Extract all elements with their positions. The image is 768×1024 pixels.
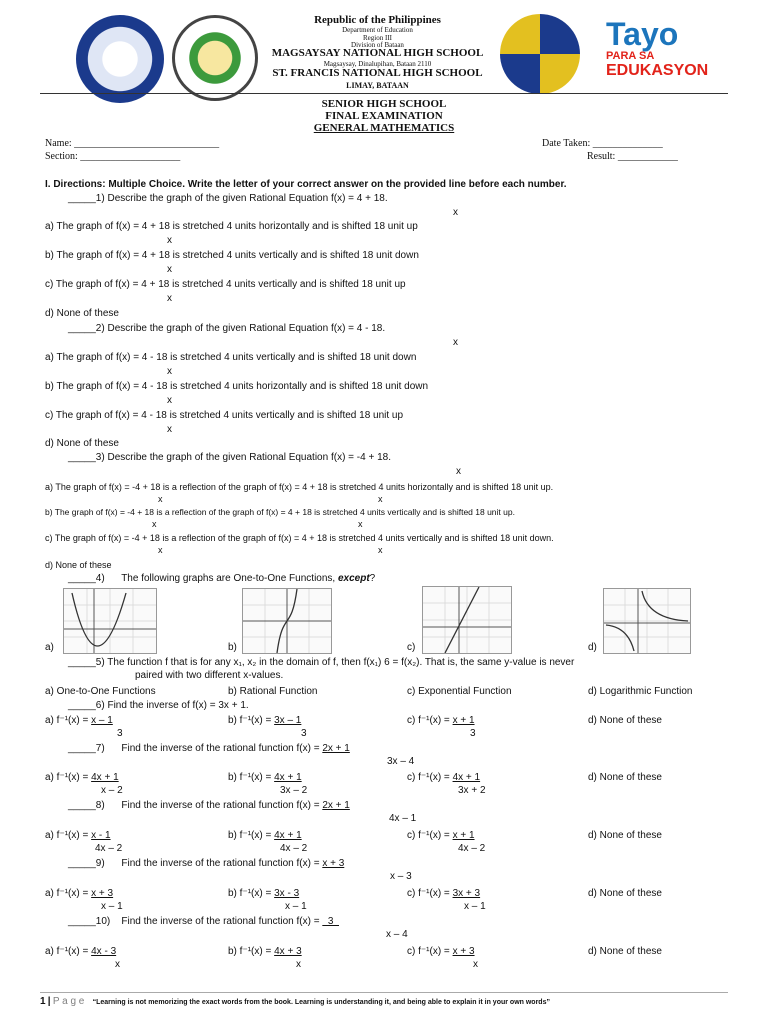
directions: I. Directions: Multiple Choice. Write the letter of your correct answer on the provided line before each number. xyxy=(45,179,567,190)
q1-option-b: b) The graph of f(x) = 4 + 18 is stretched 4 units vertically and is shifted 18 unit down xyxy=(45,250,419,261)
q8-c-num: x + 1 xyxy=(452,830,475,841)
q8-stem xyxy=(68,800,350,811)
q8-a-num: x - 1 xyxy=(91,830,111,841)
q5-option-c: c) Exponential Function xyxy=(407,686,512,697)
tayo-logo xyxy=(606,16,709,80)
header-school1-address: Magsaysay, Dinalupihan, Bataan 2110 xyxy=(323,60,432,68)
q8-b-den: 4x – 2 xyxy=(280,843,308,854)
footer-quote: “Learning is not memorizing the exact words from the book. Learning is understanding it, and being able to explain it in your own words” xyxy=(92,999,550,1006)
q9-c-pre: c) f⁻¹(x) = xyxy=(407,888,453,899)
q7-stem-num: 2x + 1 xyxy=(322,743,350,754)
q1-option-a: a) The graph of f(x) = 4 + 18 is stretched 4 units horizontally and is shifted 18 unit up xyxy=(45,221,418,232)
q8-stem-pre: _____8) Find the inverse of the rational function f(x) = xyxy=(68,800,323,811)
header-school1: MAGSAYSAY NATIONAL HIGH SCHOOL xyxy=(271,47,484,59)
q3-b-den1: x xyxy=(152,519,157,529)
q2-option-b: b) The graph of f(x) = 4 - 18 is stretched 4 units horizontally and is shifted 18 unit down xyxy=(45,381,429,392)
q4-stem-pre: _____4) The following graphs are One-to-One Functions, xyxy=(68,573,338,584)
q9-option-d: d) None of these xyxy=(588,888,662,899)
q4-stem-emphasis: except xyxy=(337,573,370,584)
q3-option-b: b) The graph of f(x) = -4 + 18 is a reflection of the graph of f(x) = 4 + 18 is stretched 4 units vertically and is shifted 18 unit up. xyxy=(45,507,515,517)
q10-stem xyxy=(68,916,339,927)
q7-stem-den: 3x – 4 xyxy=(387,756,415,767)
q2-option-c: c) The graph of f(x) = 4 - 18 is stretched 4 units vertically and is shifted 18 unit up xyxy=(45,410,404,421)
q3-option-d: d) None of these xyxy=(45,560,112,570)
q2-stem: _____2) Describe the graph of the given Rational Equation f(x) = 4 - 18. xyxy=(68,323,386,334)
q8-a-pre: a) f⁻¹(x) = xyxy=(45,830,92,841)
graph-a xyxy=(63,588,157,654)
q8-option-c xyxy=(407,830,475,841)
q8-c-pre: c) f⁻¹(x) = xyxy=(407,830,453,841)
q5-option-d: d) Logarithmic Function xyxy=(588,686,693,697)
q4-option-a: a) xyxy=(45,642,54,653)
q7-stem-pre: _____7) Find the inverse of the rational function f(x) = xyxy=(68,743,323,754)
header-school2-address: LIMAY, BATAAN xyxy=(346,81,409,90)
q3-b-den2: x xyxy=(358,519,363,529)
q8-option-b xyxy=(228,830,302,841)
q5-option-b: b) Rational Function xyxy=(228,686,318,697)
q1-c-den: x xyxy=(167,293,172,304)
q5-stem-line1: _____5) The function f that is for any x₁, x₂ in the domain of f, then f(x₁) 6 = f(x₂). That is, the same y-value is never xyxy=(68,657,575,668)
title-line1: SENIOR HIGH SCHOOL xyxy=(321,98,447,110)
q2-c-den: x xyxy=(167,424,172,435)
q10-option-a xyxy=(45,946,116,957)
q8-stem-num: 2x + 1 xyxy=(322,800,350,811)
header-region: Region III xyxy=(363,34,392,42)
q10-stem-den: x – 4 xyxy=(386,929,408,940)
header-division: Division of Bataan xyxy=(351,41,404,49)
footer-separator: | xyxy=(47,996,51,1007)
q9-c-den: x – 1 xyxy=(464,901,486,912)
q6-option-b xyxy=(228,715,301,726)
q8-b-num: 4x + 1 xyxy=(274,830,302,841)
q3-option-a: a) The graph of f(x) = -4 + 18 is a reflection of the graph of f(x) = 4 + 18 is stretched 4 units horizontally and is shifted 18 unit up. xyxy=(45,482,554,492)
q6-option-a xyxy=(45,715,113,726)
q6-b-pre: b) f⁻¹(x) = xyxy=(228,715,275,726)
q10-b-num: 4x + 3 xyxy=(274,946,302,957)
q7-option-d: d) None of these xyxy=(588,772,662,783)
header-department: Department of Education xyxy=(342,26,413,34)
q8-stem-den: 4x – 1 xyxy=(389,813,417,824)
q9-a-num: x + 3 xyxy=(91,888,114,899)
q1-option-d: d) None of these xyxy=(45,308,119,319)
q7-stem xyxy=(68,743,350,754)
q9-c-num: 3x + 3 xyxy=(452,888,481,899)
q6-a-den: 3 xyxy=(117,728,123,739)
q2-option-d: d) None of these xyxy=(45,438,119,449)
q1-b-den: x xyxy=(167,264,172,275)
q8-option-a xyxy=(45,830,111,841)
q1-option-c: c) The graph of f(x) = 4 + 18 is stretched 4 units vertically and is shifted 18 unit up xyxy=(45,279,406,290)
q2-b-den: x xyxy=(167,395,172,406)
q7-a-pre: a) f⁻¹(x) = xyxy=(45,772,92,783)
q8-c-den: 4x – 2 xyxy=(458,843,486,854)
q9-option-a xyxy=(45,888,113,899)
q10-option-d: d) None of these xyxy=(588,946,662,957)
q4-option-b: b) xyxy=(228,642,237,653)
q4-stem-post: ? xyxy=(369,573,376,584)
graph-a-plot xyxy=(64,589,156,653)
graph-d-plot xyxy=(604,589,690,653)
graph-c-plot xyxy=(423,587,511,653)
q10-stem-pre: _____10) Find the inverse of the rational function f(x) = xyxy=(68,916,323,927)
q6-option-d: d) None of these xyxy=(588,715,662,726)
school-seal-logo xyxy=(500,14,580,94)
footer-page-word: P a g e xyxy=(52,996,85,1007)
q6-b-num: 3x – 1 xyxy=(274,715,302,726)
q9-stem-pre: _____9) Find the inverse of the rational function f(x) = xyxy=(68,858,323,869)
q6-a-pre: a) f⁻¹(x) = xyxy=(45,715,92,726)
q4-option-d: d) xyxy=(588,642,597,653)
q3-option-c: c) The graph of f(x) = -4 + 18 is a reflection of the graph of f(x) = 4 + 18 is stretched 4 units vertically and is shifted 18 unit down. xyxy=(45,533,554,543)
graph-b xyxy=(242,588,332,654)
q6-option-c xyxy=(407,715,475,726)
header-divider xyxy=(40,93,728,94)
q9-b-den: x – 1 xyxy=(285,901,307,912)
q5-stem-line2: paired with two different x-values. xyxy=(135,670,284,681)
q1-a-den: x xyxy=(167,235,172,246)
footer-divider xyxy=(40,992,728,993)
q6-c-den: 3 xyxy=(470,728,476,739)
footer xyxy=(40,996,550,1007)
q7-c-num: 4x + 1 xyxy=(452,772,481,783)
q7-b-den: 3x – 2 xyxy=(280,785,308,796)
q8-a-den: 4x – 2 xyxy=(95,843,123,854)
q10-stem-num: 3 xyxy=(322,916,339,927)
q8-b-pre: b) f⁻¹(x) = xyxy=(228,830,275,841)
q7-option-a xyxy=(45,772,119,783)
q7-c-den: 3x + 2 xyxy=(458,785,486,796)
q7-c-pre: c) f⁻¹(x) = xyxy=(407,772,453,783)
result-field[interactable]: Result: ____________ xyxy=(587,151,678,162)
graph-c xyxy=(422,586,512,654)
q3-c-den1: x xyxy=(158,545,163,555)
q3-a-den2: x xyxy=(378,494,383,504)
q2-option-a: a) The graph of f(x) = 4 - 18 is stretched 4 units vertically and is shifted 18 unit down xyxy=(45,352,417,363)
q9-option-c xyxy=(407,888,480,899)
header-republic: Republic of the Philippines xyxy=(314,14,441,26)
q9-b-pre: b) f⁻¹(x) = xyxy=(228,888,275,899)
tayo-logo-line3: EDUKASYON xyxy=(606,62,709,79)
q10-a-pre: a) f⁻¹(x) = xyxy=(45,946,92,957)
q4-option-c: c) xyxy=(407,642,416,653)
title-line2: FINAL EXAMINATION xyxy=(325,110,443,122)
q9-a-den: x – 1 xyxy=(101,901,123,912)
q10-option-c xyxy=(407,946,475,957)
q9-a-pre: a) f⁻¹(x) = xyxy=(45,888,92,899)
q6-c-num: x + 1 xyxy=(452,715,475,726)
q2-a-den: x xyxy=(167,366,172,377)
q5-option-a: a) One-to-One Functions xyxy=(45,686,156,697)
q7-b-num: 4x + 1 xyxy=(274,772,302,783)
q1-stem: _____1) Describe the graph of the given Rational Equation f(x) = 4 + 18. xyxy=(68,193,388,204)
q8-option-d: d) None of these xyxy=(588,830,662,841)
q10-c-den: x xyxy=(473,959,478,970)
q9-stem xyxy=(68,858,344,869)
tayo-logo-line2: PARA SA xyxy=(606,50,655,62)
q10-a-num: 4x - 3 xyxy=(91,946,117,957)
q9-stem-num: x + 3 xyxy=(322,858,345,869)
republic-seal-logo xyxy=(172,15,258,101)
date-field[interactable]: Date Taken: ______________ xyxy=(542,138,663,149)
footer-page-number: 1 xyxy=(40,996,46,1007)
q9-option-b xyxy=(228,888,299,899)
title-line3: GENERAL MATHEMATICS xyxy=(313,122,455,134)
q3-c-den2: x xyxy=(378,545,383,555)
q4-stem xyxy=(68,573,375,584)
q3-stem-den: x xyxy=(456,466,461,477)
q10-a-den: x xyxy=(115,959,120,970)
q10-option-b xyxy=(228,946,302,957)
q9-stem-den: x – 3 xyxy=(390,871,412,882)
q1-stem-den: x xyxy=(453,207,458,218)
graph-d xyxy=(603,588,691,654)
q7-option-c xyxy=(407,772,480,783)
tayo-logo-line1: Tayo xyxy=(606,16,679,52)
deped-seal-logo xyxy=(76,15,164,103)
q7-option-b xyxy=(228,772,302,783)
q7-a-num: 4x + 1 xyxy=(91,772,119,783)
q10-c-pre: c) f⁻¹(x) = xyxy=(407,946,453,957)
q6-stem: _____6) Find the inverse of f(x) = 3x + 1. xyxy=(68,700,249,711)
q9-b-num: 3x - 3 xyxy=(274,888,300,899)
q7-b-pre: b) f⁻¹(x) = xyxy=(228,772,275,783)
graph-b-plot xyxy=(243,589,331,653)
q2-stem-den: x xyxy=(453,337,458,348)
q10-b-pre: b) f⁻¹(x) = xyxy=(228,946,275,957)
q6-b-den: 3 xyxy=(301,728,307,739)
q6-a-num: x – 1 xyxy=(91,715,113,726)
header-school2: ST. FRANCIS NATIONAL HIGH SCHOOL xyxy=(272,67,483,79)
q6-c-pre: c) f⁻¹(x) = xyxy=(407,715,453,726)
q3-stem: _____3) Describe the graph of the given Rational Equation f(x) = -4 + 18. xyxy=(68,452,391,463)
section-field[interactable]: Section: ____________________ xyxy=(45,151,181,162)
q10-b-den: x xyxy=(296,959,301,970)
name-field[interactable]: Name: _____________________________ xyxy=(45,138,220,149)
q10-c-num: x + 3 xyxy=(452,946,475,957)
q3-a-den1: x xyxy=(158,494,163,504)
q7-a-den: x – 2 xyxy=(101,785,123,796)
